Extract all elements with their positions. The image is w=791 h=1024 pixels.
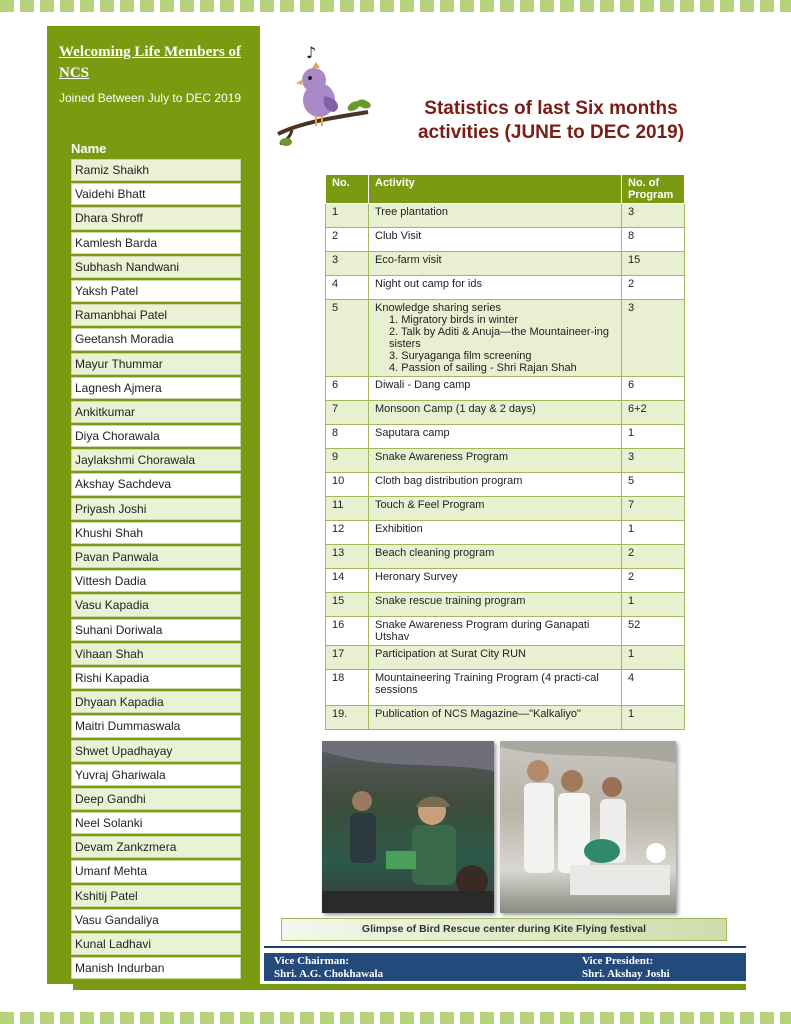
- table-row: [326, 497, 685, 521]
- member-name: Ramanbhai Patel: [71, 304, 241, 326]
- activity-name: Monsoon Camp (1 day & 2 days): [375, 403, 536, 415]
- activity-cell: [369, 276, 622, 300]
- activity-cell: [369, 617, 622, 646]
- member-name: Umanf Mehta: [71, 860, 241, 882]
- program-count: 8: [622, 228, 685, 252]
- activity-cell: [369, 401, 622, 425]
- table-row: [326, 545, 685, 569]
- activity-name: Snake Awareness Program: [375, 451, 509, 463]
- vice-chairman-name: Shri. A.G. Chokhawala: [274, 968, 384, 980]
- svg-text:♪: ♪: [306, 43, 317, 62]
- program-count: 1: [622, 706, 685, 730]
- table-row: [326, 401, 685, 425]
- activity-number: 15: [326, 593, 369, 617]
- activity-sub-item: 2. Talk by Aditi & Anuja—the Mountaineer-ing sisters: [389, 326, 609, 350]
- activity-cell: [369, 706, 622, 730]
- program-count: 3: [622, 204, 685, 228]
- table-row: [326, 521, 685, 545]
- member-name: Mayur Thummar: [71, 353, 241, 375]
- activity-cell: [369, 545, 622, 569]
- member-name: Shwet Upadhayay: [71, 740, 241, 762]
- program-count: 1: [622, 646, 685, 670]
- activity-cell: [369, 521, 622, 545]
- table-row: [326, 377, 685, 401]
- activity-cell: [369, 646, 622, 670]
- member-name: Diya Chorawala: [71, 425, 241, 447]
- header-count: No. of Program: [622, 175, 685, 204]
- program-count: 2: [622, 569, 685, 593]
- activity-name: Eco-farm visit: [375, 254, 442, 266]
- activity-cell: [369, 449, 622, 473]
- activity-cell: [369, 593, 622, 617]
- member-name: Kamlesh Barda: [71, 232, 241, 254]
- member-name: Vasu Kapadia: [71, 594, 241, 616]
- program-count: 4: [622, 670, 685, 706]
- bottom-border: [0, 1012, 791, 1024]
- table-row: [326, 670, 685, 706]
- member-name: Neel Solanki: [71, 812, 241, 834]
- activity-sub-item: 4. Passion of sailing - Shri Rajan Shah: [389, 362, 577, 374]
- program-count: 2: [622, 276, 685, 300]
- table-row: [326, 473, 685, 497]
- footer-right: [582, 955, 670, 981]
- program-count: 52: [622, 617, 685, 646]
- member-name: Jaylakshmi Chorawala: [71, 449, 241, 471]
- statistics-title: Statistics of last Six months activities (JUNE to DEC 2019): [417, 98, 685, 143]
- member-name: Akshay Sachdeva: [71, 473, 241, 495]
- name-column-header: Name: [71, 141, 107, 156]
- member-name: Deep Gandhi: [71, 788, 241, 810]
- activity-cell: [369, 228, 622, 252]
- member-name: Ramiz Shaikh: [71, 159, 241, 181]
- activity-cell: [369, 204, 622, 228]
- activity-cell: [369, 300, 622, 377]
- activity-cell: [369, 425, 622, 449]
- activity-number: 13: [326, 545, 369, 569]
- vice-president-name: Shri. Akshay Joshi: [582, 968, 670, 980]
- activity-name: Tree plantation: [375, 206, 448, 218]
- table-row: [326, 593, 685, 617]
- bird-rescue-photo-1: [322, 741, 494, 913]
- activity-name: Participation at Surat City RUN: [375, 648, 526, 660]
- activity-name: Night out camp for ids: [375, 278, 482, 290]
- table-row: [326, 300, 685, 377]
- footer-divider: [264, 946, 746, 948]
- activity-name: Diwali - Dang camp: [375, 379, 471, 391]
- member-name: Lagnesh Ajmera: [71, 377, 241, 399]
- table-row: [326, 449, 685, 473]
- activity-name: Mountaineering Training Program (4 practi-cal sessions: [375, 672, 599, 696]
- vice-chairman-role: Vice Chairman:: [274, 955, 350, 967]
- activity-number: 6: [326, 377, 369, 401]
- activity-name: Beach cleaning program: [375, 547, 495, 559]
- activity-number: 16: [326, 617, 369, 646]
- member-name-list: [71, 159, 241, 981]
- member-name: Manish Indurban: [71, 957, 241, 979]
- activity-number: 2: [326, 228, 369, 252]
- member-name: Geetansh Moradia: [71, 328, 241, 350]
- activity-name: Club Visit: [375, 230, 422, 242]
- member-name: Pavan Panwala: [71, 546, 241, 568]
- activity-sub-item: 3. Suryaganga film screening: [389, 350, 532, 362]
- program-count: 6: [622, 377, 685, 401]
- member-name: Dhara Shroff: [71, 207, 241, 229]
- activity-number: 3: [326, 252, 369, 276]
- footer-accent: [73, 984, 746, 990]
- program-count: 1: [622, 425, 685, 449]
- activity-number: 18: [326, 670, 369, 706]
- footer-left: [274, 955, 383, 981]
- member-name: Yaksh Patel: [71, 280, 241, 302]
- activity-number: 14: [326, 569, 369, 593]
- activity-name: Knowledge sharing series: [375, 302, 501, 314]
- program-count: 7: [622, 497, 685, 521]
- member-name: Ankitkumar: [71, 401, 241, 423]
- activity-cell: [369, 569, 622, 593]
- activity-name: Publication of NCS Magazine—"Kalkaliyo": [375, 708, 581, 720]
- table-row: [326, 228, 685, 252]
- header-no: No.: [326, 175, 369, 204]
- member-name: Kunal Ladhavi: [71, 933, 241, 955]
- header-activity: Activity: [369, 175, 622, 204]
- table-header-row: [326, 175, 685, 204]
- vice-president-role: Vice President:: [582, 955, 654, 967]
- activity-number: 5: [326, 300, 369, 377]
- member-name: Khushi Shah: [71, 522, 241, 544]
- panel-title: Welcoming Life Members of NCS: [59, 44, 242, 81]
- activity-cell: [369, 497, 622, 521]
- activity-number: 9: [326, 449, 369, 473]
- activity-cell: [369, 473, 622, 497]
- activity-number: 1: [326, 204, 369, 228]
- activity-number: 4: [326, 276, 369, 300]
- table-row: [326, 646, 685, 670]
- program-count: 2: [622, 545, 685, 569]
- activity-number: 8: [326, 425, 369, 449]
- member-name: Rishi Kapadia: [71, 667, 241, 689]
- photo-caption: Glimpse of Bird Rescue center during Kite Flying festival: [281, 918, 727, 941]
- activity-name: Saputara camp: [375, 427, 450, 439]
- table-row: [326, 569, 685, 593]
- table-row: [326, 617, 685, 646]
- program-count: 6+2: [622, 401, 685, 425]
- panel-subtitle: Joined Between July to DEC 2019: [59, 91, 242, 105]
- member-name: Maitri Dummaswala: [71, 715, 241, 737]
- activity-number: 12: [326, 521, 369, 545]
- program-count: 15: [622, 252, 685, 276]
- member-name: Vaidehi Bhatt: [71, 183, 241, 205]
- program-count: 3: [622, 449, 685, 473]
- activity-name: Cloth bag distribution program: [375, 475, 523, 487]
- table-row: [326, 252, 685, 276]
- activity-table: [325, 174, 685, 730]
- activity-number: 7: [326, 401, 369, 425]
- table-row: [326, 706, 685, 730]
- activity-cell: [369, 377, 622, 401]
- activity-name: Snake Awareness Program during Ganapati Utshav: [375, 619, 590, 643]
- activity-cell: [369, 670, 622, 706]
- member-name: Kshitij Patel: [71, 885, 241, 907]
- bird-rescue-photo-2: [500, 741, 676, 913]
- footer-bar: [264, 953, 746, 981]
- member-name: Dhyaan Kapadia: [71, 691, 241, 713]
- activity-cell: [369, 252, 622, 276]
- activity-name: Exhibition: [375, 523, 423, 535]
- bird-icon: [272, 38, 382, 148]
- activity-name: Snake rescue training program: [375, 595, 526, 607]
- member-name: Suhani Doriwala: [71, 619, 241, 641]
- table-row: [326, 425, 685, 449]
- activity-name: Heronary Survey: [375, 571, 458, 583]
- table-row: [326, 204, 685, 228]
- activity-sub-list: [375, 314, 615, 374]
- activity-name: Touch & Feel Program: [375, 499, 485, 511]
- activity-number: 19.: [326, 706, 369, 730]
- member-name: Priyash Joshi: [71, 498, 241, 520]
- table-row: [326, 276, 685, 300]
- member-name: Devam Zankzmera: [71, 836, 241, 858]
- member-name: Subhash Nandwani: [71, 256, 241, 278]
- activity-number: 17: [326, 646, 369, 670]
- member-name: Yuvraj Ghariwala: [71, 764, 241, 786]
- member-name: Vihaan Shah: [71, 643, 241, 665]
- top-border: [0, 0, 791, 12]
- activity-number: 10: [326, 473, 369, 497]
- program-count: 5: [622, 473, 685, 497]
- program-count: 1: [622, 593, 685, 617]
- program-count: 1: [622, 521, 685, 545]
- program-count: 3: [622, 300, 685, 377]
- member-name: Vasu Gandaliya: [71, 909, 241, 931]
- activity-number: 11: [326, 497, 369, 521]
- activity-sub-item: 1. Migratory birds in winter: [389, 314, 518, 326]
- member-name: Vittesh Dadia: [71, 570, 241, 592]
